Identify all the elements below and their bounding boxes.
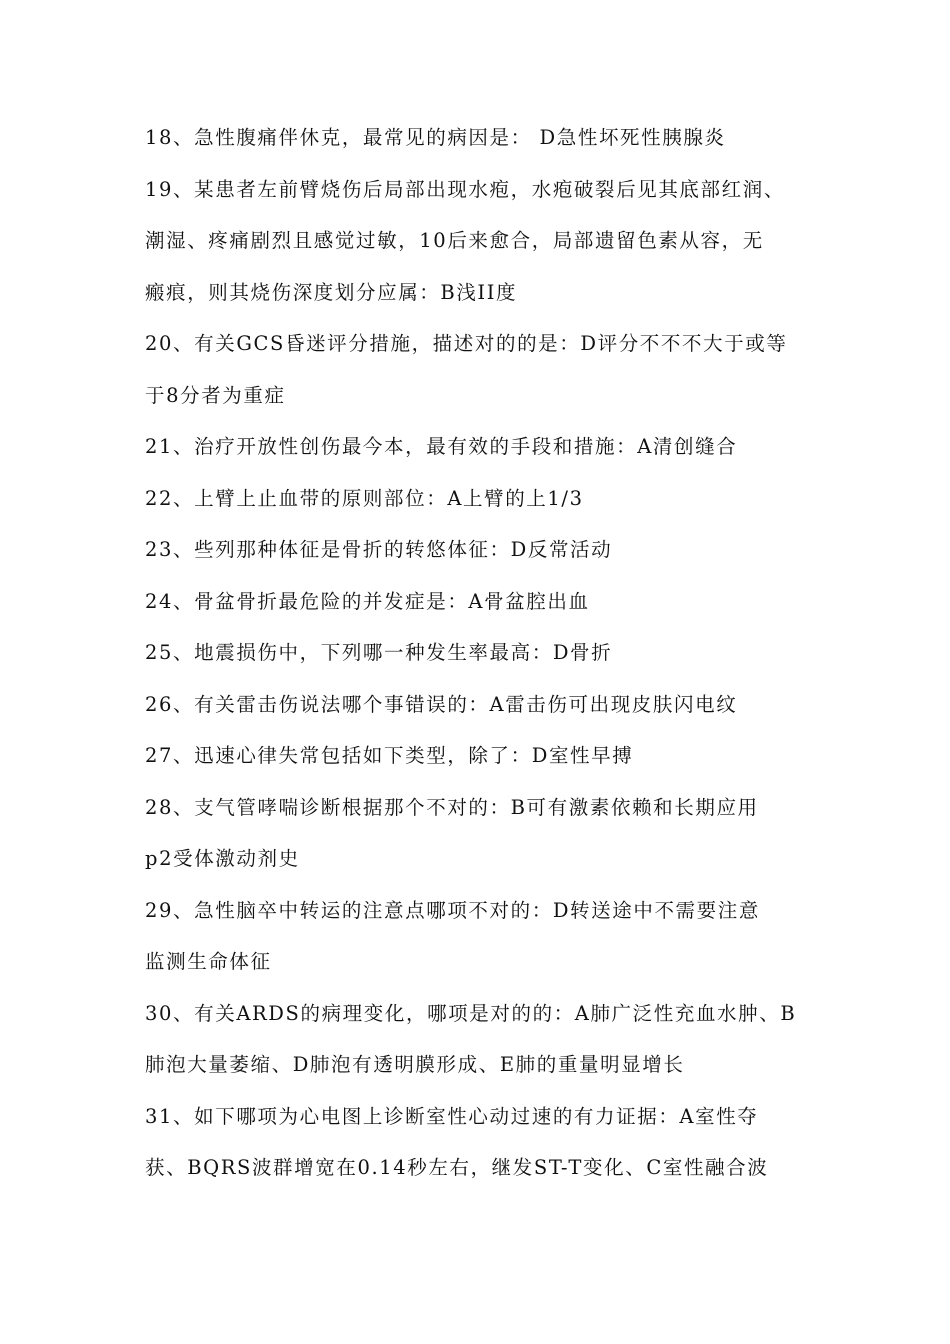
text-line: 24、骨盆骨折最危险的并发症是：A骨盆腔出血 (145, 589, 590, 613)
text-line: 20、有关GCS昏迷评分措施，描述对的的是：D评分不不不大于或等 (145, 332, 788, 355)
text-line: 28、支气管哮喘诊断根据那个不对的：B可有激素依赖和长期应用 (145, 795, 759, 819)
text-line: 21、治疗开放性创伤最今本，最有效的手段和措施：A清创缝合 (145, 435, 738, 458)
text-line: 29、急性脑卒中转运的注意点哪项不对的：D转送途中不需要注意 (145, 898, 760, 922)
text-line: 25、地震损伤中，下列哪一种发生率最高：D骨折 (145, 641, 613, 664)
text-line: 27、迅速心律失常包括如下类型，除了：D室性早搏 (145, 744, 634, 767)
text-line: 瘢痕，则其烧伤深度划分应属：B浅II度 (145, 280, 518, 304)
text-line: 26、有关雷击伤说法哪个事错误的：A雷击伤可出现皮肤闪电纹 (145, 692, 738, 716)
text-line: 潮湿、疼痛剧烈且感觉过敏，10后来愈合，局部遗留色素从容，无 (145, 229, 764, 252)
text-line: 18、急性腹痛伴休克，最常见的病因是： D急性坏死性胰腺炎 (145, 126, 726, 149)
text-line: 30、有关ARDS的病理变化，哪项是对的的：A肺广泛性充血水肿、B (145, 1001, 797, 1025)
text-line: 31、如下哪项为心电图上诊断室性心动过速的有力证据：A室性夺 (145, 1104, 759, 1128)
text-line: 19、某患者左前臂烧伤后局部出现水疱，水疱破裂后见其底部红润、 (145, 177, 785, 201)
text-line: 22、上臂上止血带的原则部位：A上臂的上1/3 (145, 486, 584, 510)
document-body (145, 118, 825, 1200)
text-line: 获、BQRS波群增宽在0.14秒左右，继发ST-T变化、C室性融合波 (145, 1156, 769, 1179)
text-line: 监测生命体征 (145, 950, 272, 973)
text-line: p2受体激动剂史 (145, 847, 300, 870)
text-line: 肺泡大量萎缩、D肺泡有透明膜形成、E肺的重量明显增长 (145, 1053, 685, 1076)
text-line: 于8分者为重症 (145, 383, 286, 407)
text-line: 23、些列那种体征是骨折的转悠体征：D反常活动 (145, 538, 613, 561)
